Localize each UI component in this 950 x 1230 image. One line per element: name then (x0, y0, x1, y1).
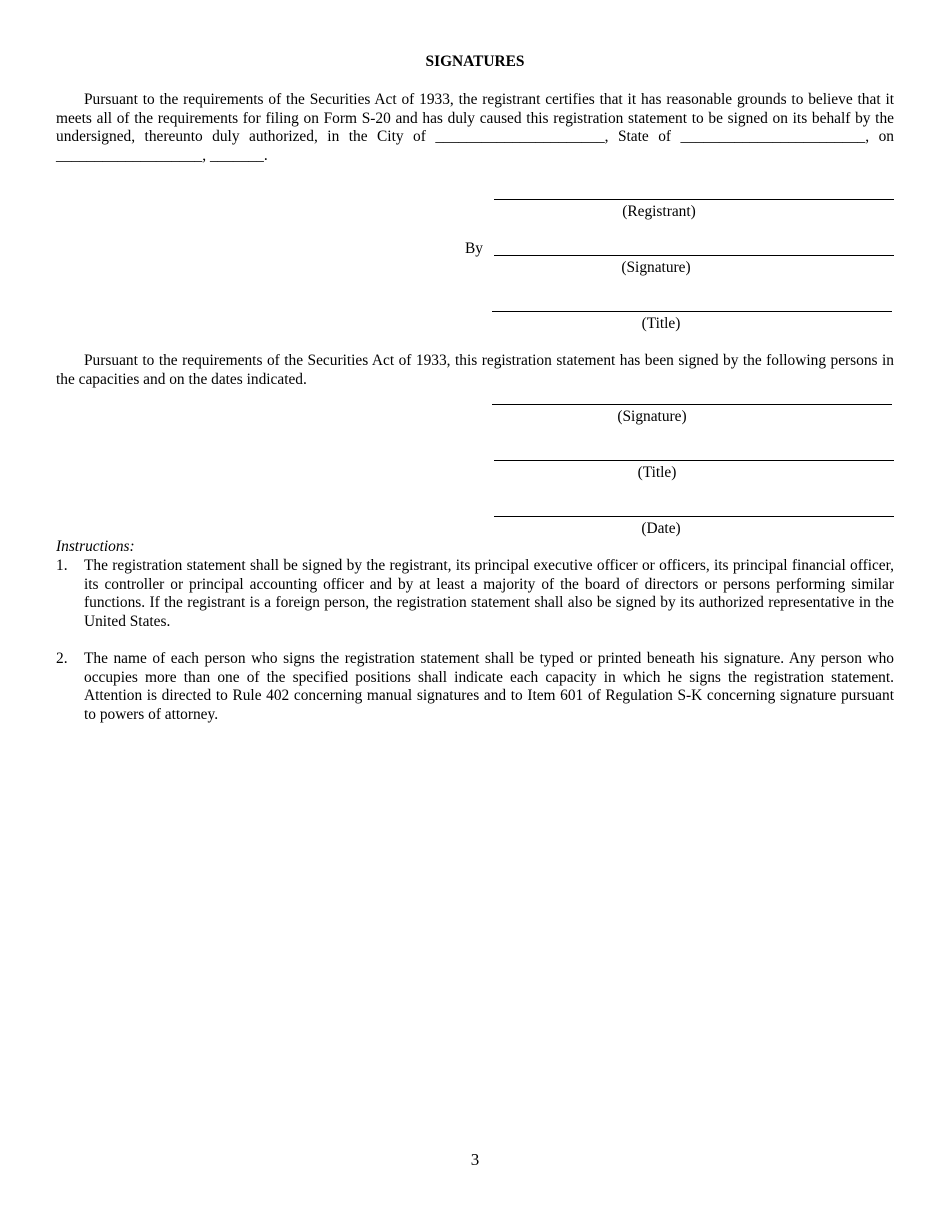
instruction-number: 2. (56, 650, 68, 667)
certification-text: Pursuant to the requirements of the Securities Act of 1933, the registrant certifies that it has reasonable grounds to believe that it meets all of the requirements for filing on Form S-20 and has duly caused this registration statement to be signed on its behalf by the undersigned, thereunto duly authorized, in the City of (56, 91, 894, 146)
registrant-signature-line[interactable] (494, 199, 894, 200)
registrant-label: (Registrant) (622, 203, 696, 220)
person-date-line[interactable] (494, 516, 894, 517)
title-signature-line[interactable] (492, 311, 892, 312)
by-label: By (465, 240, 483, 257)
person-date-label: (Date) (641, 520, 681, 537)
page-number: 3 (470, 1150, 480, 1169)
person-signature-label: (Signature) (617, 408, 687, 425)
certification-text-state: , State of (604, 128, 672, 146)
person-title-line[interactable] (494, 460, 894, 461)
signature-label: (Signature) (621, 259, 691, 276)
city-blank[interactable]: ______________________ (435, 128, 605, 146)
persons-statement-text: Pursuant to the requirements of the Securities Act of 1933, this registration statement has been signed by the following persons in the capacities and on the dates indicated. (56, 352, 894, 388)
instruction-text: The registration statement shall be signed by the registrant, its principal executive officer or officers, its principal financial officer, its controller or principal accounting officer and by at least a majority of the board of directors or persons performing similar functions. If the registrant is a foreign person, the registration statement shall also be signed by its authorized representative in the United States. (84, 557, 894, 631)
by-signature-line[interactable] (494, 255, 894, 256)
person-title-label: (Title) (637, 464, 677, 481)
instructions-title: Instructions: (56, 538, 135, 555)
instruction-item (56, 650, 894, 725)
certification-comma-2: , (202, 147, 207, 165)
registrant-certification-paragraph (56, 91, 894, 166)
person-signature-line[interactable] (492, 404, 892, 405)
state-blank[interactable]: ________________________ (680, 128, 866, 146)
title-label: (Title) (641, 315, 681, 332)
instruction-number: 1. (56, 557, 68, 574)
persons-statement-paragraph (56, 352, 894, 389)
certification-comma: , (865, 128, 870, 146)
instruction-item (56, 557, 894, 632)
certification-period: . (263, 147, 268, 165)
year-blank[interactable]: _______ (209, 147, 264, 165)
certification-text-on: on (878, 128, 894, 146)
date-blank[interactable]: ___________________ (56, 147, 203, 165)
instruction-text: The name of each person who signs the registration statement shall be typed or printed beneath his signature. Any person who occupies more than one of the specified positions shall indicate each capacity in which he signs the registration statement. Attention is directed to Rule 402 concerning manual signatures and to Item 601 of Regulation S-K concerning signature pursuant to powers of attorney. (84, 650, 894, 724)
page-title: SIGNATURES (425, 53, 525, 70)
